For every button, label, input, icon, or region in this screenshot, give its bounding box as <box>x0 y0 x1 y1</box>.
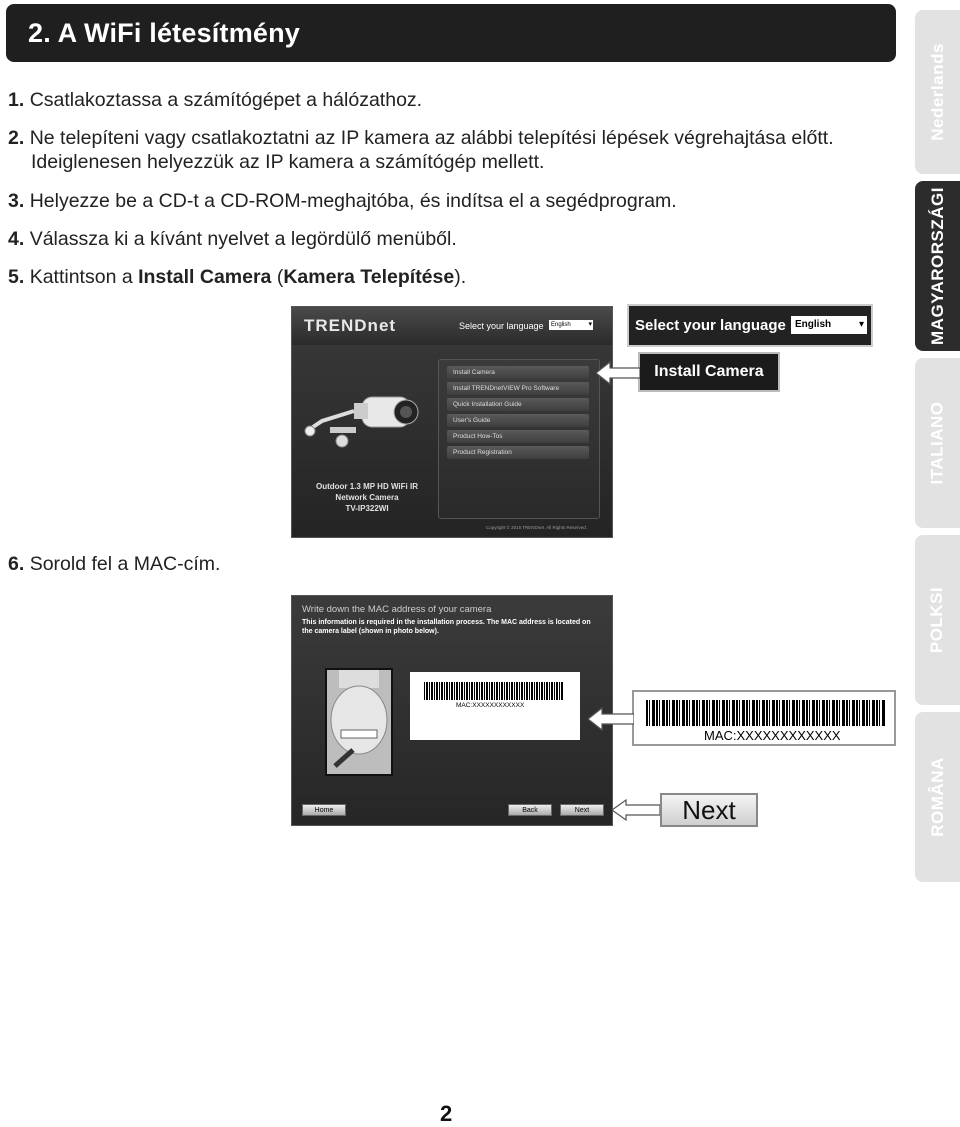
page-number: 2 <box>440 1101 453 1126</box>
barcode-icon <box>424 682 564 700</box>
tab-label: POLKSI <box>927 586 947 654</box>
tab-label: ITALIANO <box>927 401 947 485</box>
section-header <box>6 4 896 62</box>
step-text: ). <box>454 266 467 288</box>
tab-label: Nederlands <box>927 43 947 141</box>
tab-label: ROMÂNA <box>927 757 947 837</box>
step-number: 5. <box>8 266 25 288</box>
step-3 <box>8 189 677 213</box>
section-title: 2. A WiFi létesítmény <box>28 17 301 48</box>
tab-romana[interactable] <box>915 712 960 882</box>
menu-item-users-guide[interactable]: User's Guide <box>447 414 589 427</box>
back-button[interactable]: Back <box>508 804 552 816</box>
step-text: Helyezze be a CD-t a CD-ROM-meghajtóba, és indítsa el a segédprogram. <box>29 190 677 212</box>
tab-label: MAGYARORSZÁGI <box>927 187 947 345</box>
mac-label-callout <box>632 690 896 746</box>
installer-menu <box>438 359 600 519</box>
callout-select-label: Select your language <box>635 317 786 334</box>
step-number: 1. <box>8 89 25 111</box>
home-button[interactable]: Home <box>302 804 346 816</box>
next-button-callout[interactable]: Next <box>660 793 758 827</box>
tab-magyarorszagi[interactable] <box>915 181 960 351</box>
camera-label-line: Network Camera <box>335 493 399 502</box>
mac-label <box>410 672 580 740</box>
camera-label-photo <box>325 668 393 776</box>
tab-polksi[interactable] <box>915 535 960 705</box>
trendnet-logo: TRENDnet <box>304 316 397 335</box>
barcode-icon <box>646 700 886 726</box>
camera-label-line: Outdoor 1.3 MP HD WiFi IR <box>315 482 418 491</box>
copyright-text: Copyright © 2015 TRENDnet. All Rights Reserved. <box>486 525 588 530</box>
mac-page-description: This information is required in the installation process. The MAC address is located on the camera label (shown in photo below). <box>302 619 591 635</box>
step-text: Sorold fel a MAC-cím. <box>29 553 221 575</box>
mac-value: MAC:XXXXXXXXXXXX <box>456 702 525 709</box>
step-number: 6. <box>8 553 25 575</box>
menu-item-install-software[interactable]: Install TRENDnetVIEW Pro Software <box>447 382 589 395</box>
step-6 <box>8 552 220 576</box>
callout-language-select[interactable]: English ▾ <box>791 316 867 334</box>
menu-item-registration[interactable]: Product Registration <box>447 446 589 459</box>
next-button[interactable]: Next <box>560 804 604 816</box>
install-camera-callout[interactable]: Install Camera <box>638 352 780 392</box>
step-text: Ne telepíteni vagy csatlakoztatni az IP kamera az alábbi telepítési lépések végrehajtása előtt. <box>29 127 834 149</box>
step-1 <box>8 88 422 112</box>
step-bold-install: Install Camera <box>138 266 272 288</box>
step-5 <box>8 265 466 289</box>
step-text-continued: Ideiglenesen helyezzük az IP kamera a számítógép mellett. <box>31 151 545 173</box>
step-bold-translation: Kamera Telepítése <box>283 266 455 288</box>
language-select[interactable]: English ▾ <box>549 320 593 330</box>
arrow-icon <box>612 798 660 822</box>
tab-nederlands[interactable] <box>915 10 960 174</box>
arrow-icon <box>596 360 640 386</box>
camera-label-line: TV-IP322WI <box>345 504 389 513</box>
installer-menu-screenshot <box>291 306 613 538</box>
menu-item-install-camera[interactable]: Install Camera <box>447 366 589 379</box>
camera-model-label <box>292 481 442 514</box>
camera-image <box>302 385 432 465</box>
mac-page-title: Write down the MAC address of your camera <box>302 604 492 615</box>
step-text: ( <box>271 266 284 288</box>
camera-photo-icon <box>327 670 391 774</box>
step-text: Csatlakoztassa a számítógépet a hálózathoz. <box>29 89 423 111</box>
callout-mac-value: MAC:XXXXXXXXXXXX <box>704 728 841 743</box>
step-text: Kattintson a <box>29 266 139 288</box>
step-number: 3. <box>8 190 25 212</box>
arrow-icon <box>588 706 634 732</box>
mac-address-screenshot <box>291 595 613 826</box>
menu-item-how-tos[interactable]: Product How-Tos <box>447 430 589 443</box>
step-4 <box>8 227 457 251</box>
tab-italiano[interactable] <box>915 358 960 528</box>
step-number: 4. <box>8 228 25 250</box>
menu-item-quick-guide[interactable]: Quick Installation Guide <box>447 398 589 411</box>
step-2 <box>8 126 834 174</box>
step-number: 2. <box>8 127 25 149</box>
language-select-label: Select your language <box>459 321 544 331</box>
language-select-callout <box>627 304 873 347</box>
step-text: Válassza ki a kívánt nyelvet a legördülő menüből. <box>29 228 457 250</box>
